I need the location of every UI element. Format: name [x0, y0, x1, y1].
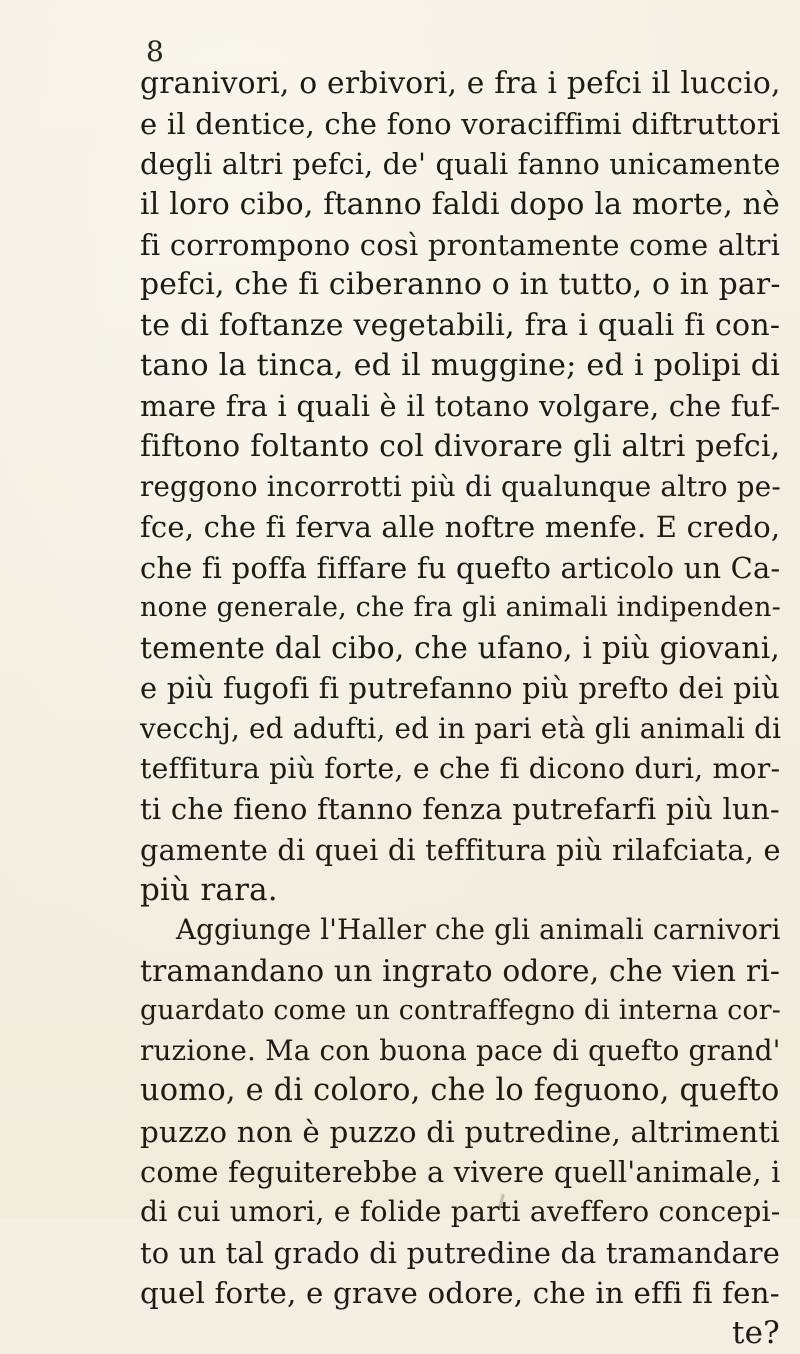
text-line: guardato come un contraffegno di interna cor- — [140, 994, 781, 1026]
text-line: temente dal cibo, che ufano, i più giovani, — [140, 630, 781, 666]
text-line: più rara. — [140, 871, 278, 908]
paragraph-start-line: Aggiunge l'Haller che gli animali carnivori — [176, 913, 781, 947]
catchword: te? — [731, 1315, 780, 1352]
text-line: teffitura più forte, e che fi dicono duri, mor- — [140, 752, 781, 786]
text-line: fiftono foltanto col divorare gli altri pefci, — [140, 428, 781, 464]
body-text — [140, 64, 780, 1354]
text-line: che fi poffa fiffare fu quefto articolo un Ca- — [140, 550, 781, 585]
text-line: vecchj, ed adufti, ed in pari età gli animali di — [140, 711, 782, 745]
text-line: gamente di quei di teffitura più rilafciata, e — [140, 832, 781, 867]
text-line: come feguiterebbe a vivere quell'animale, i — [140, 1155, 781, 1190]
text-line: pefci, che fi ciberanno o in tutto, o in par- — [140, 267, 781, 303]
text-line: il loro cibo, ftanno faldi dopo la morte, nè — [140, 186, 780, 222]
text-line: te di foftanze vegetabili, fra i quali fi con- — [140, 307, 781, 343]
text-line: ruzione. Ma con buona pace di quefto grand' — [140, 1034, 781, 1068]
text-line: degli altri pefci, de' quali fanno unicamente — [140, 147, 781, 181]
text-line: fi corrompono così prontamente come altri — [140, 228, 781, 263]
text-line: e il dentice, che fono voraciffimi diftruttori — [140, 107, 781, 142]
text-line: granivori, o erbivori, e fra i pefci il luccio, — [140, 66, 781, 101]
page-number: 8 — [146, 35, 164, 68]
text-line: quel forte, e grave odore, che in effi fi fen- — [140, 1275, 780, 1310]
text-line: tano la tinca, ed il muggine; ed i polipi di — [140, 348, 781, 384]
text-line: mare fra i quali è il totano volgare, che fuf- — [140, 389, 781, 424]
text-line: tramandano un ingrato odore, che vien ri- — [140, 952, 781, 988]
text-line: to un tal grado di putredine da tramandare — [140, 1235, 781, 1270]
text-line: uomo, e di coloro, che lo feguono, quefto — [140, 1073, 780, 1109]
text-line: di cui umori, e folide parti aveffero concepi- — [140, 1195, 781, 1229]
text-line: reggono incorrotti più di qualunque altro pe- — [140, 469, 781, 503]
text-line: puzzo non è puzzo di putredine, altrimenti — [140, 1114, 780, 1149]
text-line: ti che fieno ftanno fenza putrefarfi più lun- — [140, 792, 780, 827]
text-line: fce, che fi ferva alle noftre menfe. E credo, — [140, 510, 781, 545]
text-line: e più fugofi fi putrefanno più prefto dei più — [140, 671, 781, 706]
text-line: none generale, che fra gli animali indipenden- — [140, 591, 781, 623]
